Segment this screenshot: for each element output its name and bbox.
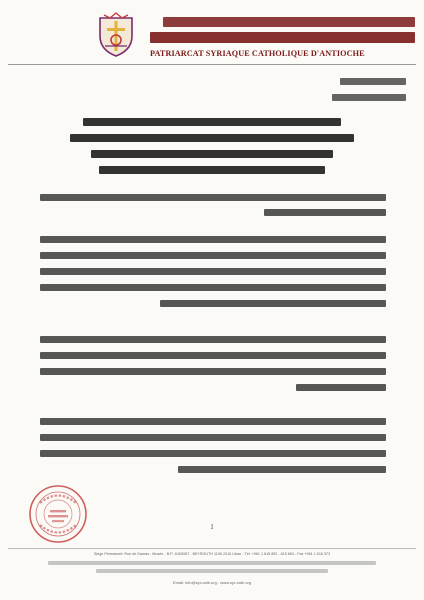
salutation-line: [70, 134, 354, 142]
salutation-line: [99, 166, 325, 174]
letterhead-arabic-name: [150, 32, 415, 43]
footer-address-fr: Siège Permanent: Rue de Damas - Musée - B.P. 116/5087 - BEYROUTH 1106 2010 Liban - Tél. +961 1 615 892 - 615 894 - Fax +961 1 616 573: [93, 552, 331, 556]
footer-arabic-address: [48, 561, 376, 565]
text-line: [296, 384, 386, 391]
text-line: [160, 300, 386, 307]
text-line: [40, 194, 386, 201]
footer-arabic-address: [96, 569, 328, 573]
text-line: [40, 336, 386, 343]
text-line: [40, 368, 386, 375]
text-line: [40, 450, 386, 457]
reference-line-2: [332, 94, 406, 101]
text-line: [40, 352, 386, 359]
letterhead-divider: [8, 64, 416, 65]
text-line: [40, 284, 386, 291]
letterhead-syriac-name: [150, 17, 415, 27]
text-line: [40, 268, 386, 275]
text-line: [40, 434, 386, 441]
text-line: [40, 418, 386, 425]
official-stamp-icon: [28, 484, 88, 544]
salutation-line: [91, 150, 333, 158]
text-line: [178, 466, 386, 473]
text-line: [40, 252, 386, 259]
text-line: [40, 236, 386, 243]
patriarchate-crest-icon: [95, 12, 137, 58]
reference-line-1: [340, 78, 406, 85]
salutation-line: [83, 118, 341, 126]
letterhead-latin-name: PATRIARCAT SYRIAQUE CATHOLIQUE D'ANTIOCHE: [150, 49, 365, 58]
footer-divider: [8, 548, 416, 549]
page-number: 1: [210, 523, 214, 531]
footer-email-line: Email: info@syr-cath.org - www.syr-cath.org: [172, 580, 252, 585]
text-line: [264, 209, 386, 216]
